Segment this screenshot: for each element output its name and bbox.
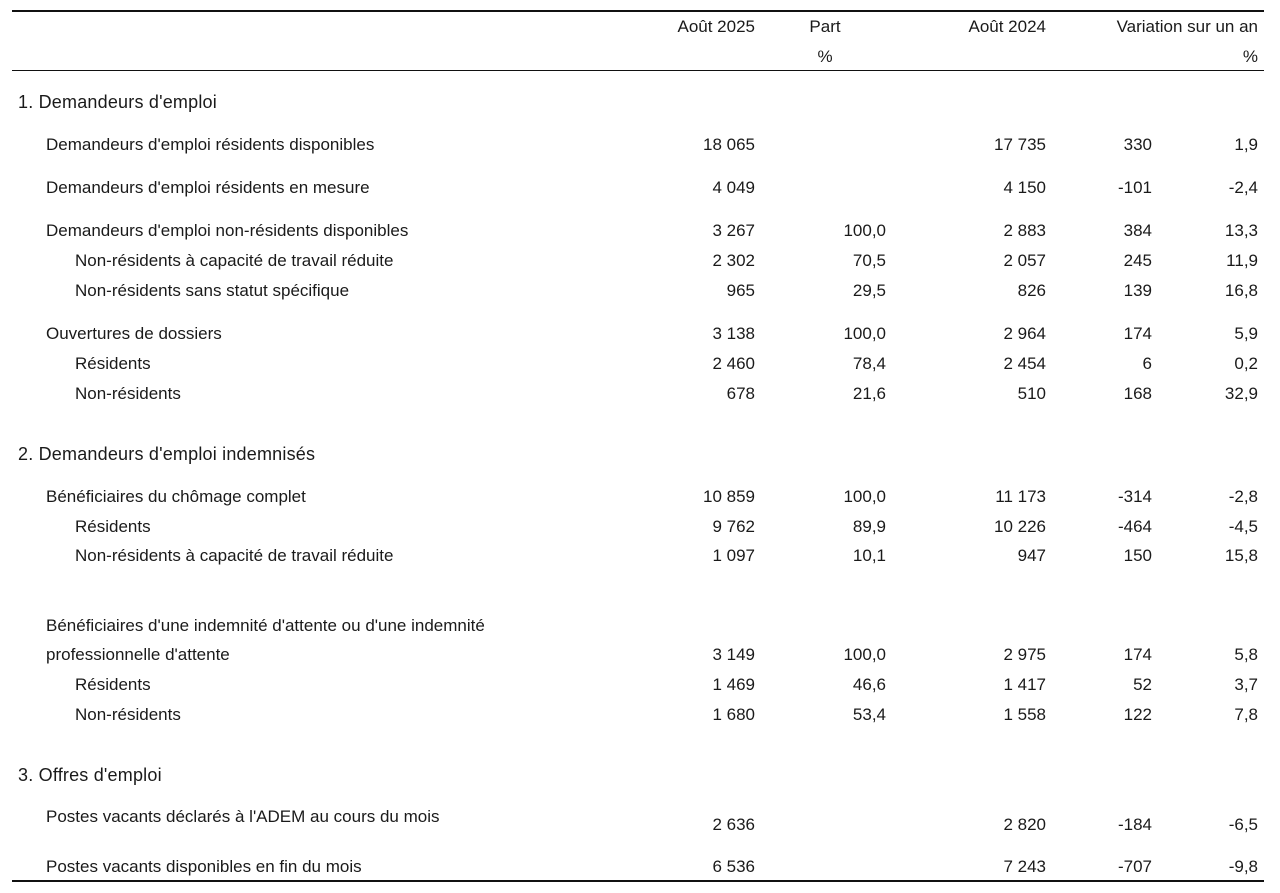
cell-variation: 174 — [1123, 645, 1152, 664]
cell-variation-pct: 13,3 — [1224, 221, 1258, 240]
cell-variation-pct: -9,8 — [1228, 857, 1258, 876]
cell-part: 21,6 — [852, 384, 886, 403]
cell-aug2025: 678 — [726, 384, 755, 403]
row-label: Demandeurs d'emploi résidents disponibles — [46, 135, 375, 154]
row-label: Postes vacants disponibles en fin du mois — [46, 857, 362, 876]
cell-part: 70,5 — [852, 251, 886, 270]
cell-part: 100,0 — [843, 221, 886, 240]
cell-aug2024: 2 975 — [1003, 645, 1046, 664]
row-label: Non-résidents à capacité de travail réduite — [75, 251, 394, 270]
col-header-aug2024: Août 2024 — [968, 17, 1046, 36]
cell-variation-pct: 5,9 — [1234, 324, 1258, 343]
cell-variation: 245 — [1123, 251, 1152, 270]
cell-part: 89,9 — [852, 517, 886, 536]
row-label: Ouvertures de dossiers — [46, 324, 222, 343]
cell-variation-pct: 15,8 — [1224, 546, 1258, 565]
cell-aug2025: 10 859 — [703, 487, 755, 506]
cell-variation: -314 — [1117, 487, 1152, 506]
cell-variation-pct: -2,8 — [1228, 487, 1258, 506]
bottom-rule — [12, 880, 1264, 882]
cell-aug2024: 1 558 — [1003, 705, 1046, 724]
cell-part: 29,5 — [852, 281, 886, 300]
cell-part: 100,0 — [843, 487, 886, 506]
cell-aug2024: 510 — [1017, 384, 1046, 403]
col-header-variation-unit: % — [1242, 47, 1258, 66]
cell-variation-pct: -2,4 — [1228, 178, 1258, 197]
row-label: Non-résidents — [75, 384, 181, 403]
cell-variation-pct: -4,5 — [1228, 517, 1258, 536]
cell-variation-pct: 1,9 — [1234, 135, 1258, 154]
cell-aug2025: 4 049 — [712, 178, 755, 197]
cell-variation-pct: 3,7 — [1234, 675, 1258, 694]
cell-variation: -464 — [1117, 517, 1152, 536]
row-label: Résidents — [75, 354, 151, 373]
cell-aug2024: 2 883 — [1003, 221, 1046, 240]
row-label: Bénéficiaires d'une indemnité d'attente ou d'une indemnité — [46, 616, 485, 635]
cell-part: 100,0 — [843, 645, 886, 664]
row-label: Résidents — [75, 517, 151, 536]
cell-variation: 150 — [1123, 546, 1152, 565]
cell-variation: -184 — [1117, 815, 1152, 834]
cell-variation: 122 — [1123, 705, 1152, 724]
cell-variation: 168 — [1123, 384, 1152, 403]
cell-variation: 139 — [1123, 281, 1152, 300]
cell-aug2025: 9 762 — [712, 517, 755, 536]
cell-aug2024: 11 173 — [995, 487, 1046, 506]
cell-variation-pct: -6,5 — [1228, 815, 1258, 834]
col-header-variation: Variation sur un an — [1116, 17, 1258, 36]
cell-aug2024: 7 243 — [1003, 857, 1046, 876]
cell-variation: 330 — [1123, 135, 1152, 154]
cell-aug2025: 2 460 — [712, 354, 755, 373]
cell-aug2024: 2 454 — [1003, 354, 1046, 373]
cell-variation-pct: 0,2 — [1234, 354, 1258, 373]
cell-aug2024: 1 417 — [1003, 675, 1046, 694]
cell-aug2025: 18 065 — [703, 135, 755, 154]
cell-aug2024: 2 057 — [1003, 251, 1046, 270]
row-label-continued: professionnelle d'attente — [46, 645, 230, 664]
cell-aug2024: 826 — [1017, 281, 1046, 300]
cell-variation: -101 — [1117, 178, 1152, 197]
cell-variation: 174 — [1123, 324, 1152, 343]
cell-aug2024: 10 226 — [994, 517, 1046, 536]
row-label: Demandeurs d'emploi résidents en mesure — [46, 178, 370, 197]
cell-variation: 6 — [1142, 354, 1152, 373]
cell-part: 78,4 — [852, 354, 886, 373]
cell-variation-pct: 16,8 — [1224, 281, 1258, 300]
section-title: 1. Demandeurs d'emploi — [18, 92, 217, 112]
col-header-part: Part — [809, 17, 841, 36]
row-label: Postes vacants déclarés à l'ADEM au cours du mois — [46, 807, 440, 826]
cell-aug2024: 947 — [1017, 546, 1046, 565]
top-rule — [12, 10, 1264, 12]
cell-aug2025: 2 302 — [712, 251, 755, 270]
cell-aug2025: 1 680 — [712, 705, 755, 724]
cell-aug2025: 3 138 — [712, 324, 755, 343]
section-title: 2. Demandeurs d'emploi indemnisés — [18, 444, 316, 464]
cell-part: 100,0 — [843, 324, 886, 343]
cell-aug2025: 2 636 — [712, 815, 755, 834]
cell-part: 46,6 — [852, 675, 886, 694]
row-label: Résidents — [75, 675, 151, 694]
cell-variation-pct: 11,9 — [1226, 251, 1258, 270]
cell-part: 53,4 — [852, 705, 886, 724]
cell-aug2025: 3 267 — [712, 221, 755, 240]
row-label: Non-résidents à capacité de travail réduite — [75, 546, 394, 565]
col-header-aug2025: Août 2025 — [677, 17, 755, 36]
cell-aug2024: 2 964 — [1003, 324, 1046, 343]
cell-part: 10,1 — [852, 546, 886, 565]
cell-variation-pct: 32,9 — [1224, 384, 1258, 403]
cell-aug2024: 4 150 — [1003, 178, 1046, 197]
cell-aug2025: 965 — [726, 281, 755, 300]
cell-variation: 384 — [1123, 221, 1152, 240]
cell-aug2025: 1 097 — [712, 546, 755, 565]
section-title: 3. Offres d'emploi — [18, 765, 162, 785]
col-header-part-unit: % — [817, 47, 833, 66]
row-label: Non-résidents — [75, 705, 181, 724]
header-rule — [12, 70, 1264, 71]
cell-variation: -707 — [1117, 857, 1152, 876]
row-label: Bénéficiaires du chômage complet — [46, 487, 306, 506]
row-label: Demandeurs d'emploi non-résidents disponibles — [46, 221, 409, 240]
cell-variation-pct: 5,8 — [1234, 645, 1258, 664]
cell-aug2024: 2 820 — [1003, 815, 1046, 834]
cell-aug2024: 17 735 — [994, 135, 1046, 154]
cell-aug2025: 6 536 — [712, 857, 755, 876]
cell-variation: 52 — [1133, 675, 1152, 694]
cell-aug2025: 1 469 — [712, 675, 755, 694]
cell-variation-pct: 7,8 — [1234, 705, 1258, 724]
cell-aug2025: 3 149 — [712, 645, 755, 664]
row-label: Non-résidents sans statut spécifique — [75, 281, 350, 300]
